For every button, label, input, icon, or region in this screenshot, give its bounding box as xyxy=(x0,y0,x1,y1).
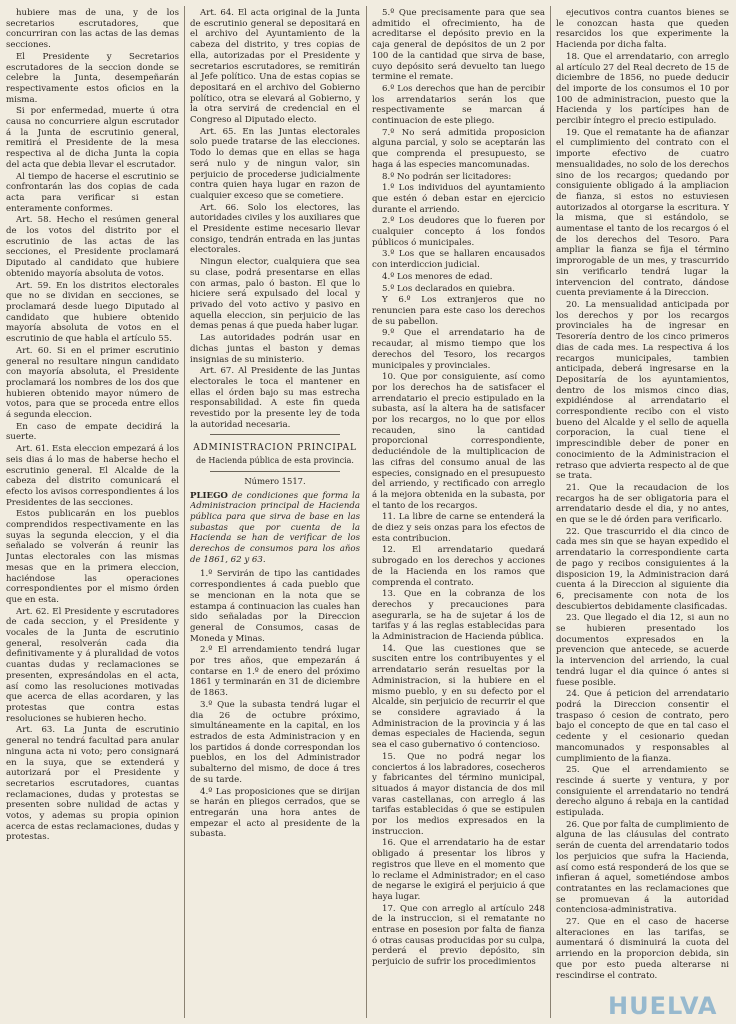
article-66: Art. 66. Solo los electores, las autoridades civiles y los auxiliares que el Presidente estime necesario llevar consigo, tendrán entrada en las juntas electorales. xyxy=(190,202,360,256)
paragraph: hubiere mas de una, y de los secretarios escrutadores, que concurriran con las actas de las demas secciones. xyxy=(6,8,179,51)
condition-10: 10. Que por consiguiente, así como por los derechos ha de satisfacer el arrendatario el precio estipulado en la subasta, así la altera ha de satisfacer por los recargos, no lo que por ellos recauden, sino la cantidad proporcional correspondiente, deduciéndole de la multiplicacion de las cifras del consumo anual de las especies, consignado en el presupuesto del arriendo, y rectificado con arreglo á la mejora obtenida en la subasta, por el tanto de los recargos. xyxy=(372,372,545,511)
archive-watermark: HUELVA xyxy=(608,992,718,1020)
paragraph: En caso de empate decidirá la suerte. xyxy=(6,421,179,443)
condition-2: 2.º El arrendamiento tendrá lugar por tres años, que empezarán á contarse en 1.º de enero del próximo 1861 y terminarán en 31 de diciembre de 1863. xyxy=(190,645,360,699)
article-65: Art. 65. En las Juntas electorales solo puede tratarse de las elecciones. Todo lo demas que en ellas se haga será nulo y de ningun valor, sin perjuicio de procederse judicialmente contra quien haya lugar en razon de cualquier exceso que se cometiere. xyxy=(190,126,360,201)
column-rule xyxy=(550,6,551,1018)
column-1 xyxy=(6,8,179,1020)
divider xyxy=(210,471,340,472)
sub-item: 2.º Los deudores que lo fueren por cualquier concepto á los fondos públicos ó municipales. xyxy=(372,216,545,248)
article-59: Art. 59. En los distritos electorales que no se dividan en secciones, se proclamará desde luego Diputado al candidato que hubiere obtenido mayoría absoluta de votos en el escrutinio de que habla el artículo 55. xyxy=(6,280,179,345)
column-rule xyxy=(366,6,367,1018)
condition-18: 18. Que el arrendatario, con arreglo al artículo 27 del Real decreto de 15 de diciembre de 1856, no puede deducir del importe de los consumos el 10 por 100 de administracion, puesto que la Hacienda y los partícipes han de percibir íntegro el precio estipulado. xyxy=(556,51,729,127)
sub-item: 5.º Los declarados en quiebra. xyxy=(382,283,516,294)
condition-26: 26. Que por falta de cumplimiento de alguna de las cláusulas del contrato serán de cuenta del arrendatario todos los perjuicios que sufra la Hacienda, así como está responderá de los que se infieran á aquel, sometiéndose ambos contratantes en las reclamaciones que se promuevan á la autoridad contenciosa-administrativa. xyxy=(556,819,729,916)
condition-23: 23. Que llegado el dia 12, si aun no se hubieren presentado los documentos expresados en la prevencion que antecede, se acuerde la intervencion del arriendo, la cual tendrá lugar el dia quince ó antes si fuese posible. xyxy=(556,613,729,688)
column-3 xyxy=(372,8,545,1020)
condition-22: 22. Que trascurrido el dia cinco de cada mes sin que se hayan expedido el arrendatario la correspondiente carta de pago y recibos consiguientes á la disposicion 19, la Administracion dará cuenta á la Direccion al siguiente dia 6, precisamente con nota de los descubiertos debidamente clasificadas. xyxy=(556,526,729,612)
column-4 xyxy=(556,8,729,1020)
article-60: Art. 60. Si en el primer escrutinio general no resultare ningun candidato con mayoría absoluta, el Presidente proclamará los nombres de los dos que hubieren obtenido mayor número de votos, para que se proceda entre ellos á segunda eleccion. xyxy=(6,345,179,421)
paragraph: El Presidente y Secretarios escrutadores de la seccion donde se celebre la Junta, desempeñarán respectivamente estos oficios en la misma. xyxy=(6,51,179,105)
condition-21: 21. Que la recaudacion de los recargos ha de ser obligatoria para el arrendatario desde el dia, y no antes, en que se le dé órden para verificarlo. xyxy=(556,482,729,526)
notice-number: Número 1517. xyxy=(244,475,306,486)
article-64: Art. 64. El acta original de la Junta de escrutinio general se depositará en el archivo del Ayuntamiento de la cabeza del distrito, y tres copias de ella, autorizadas por el Presidente y secretarios escrutadores, se remitirán al Jefe político. Una de estas copias se depositará en el archivo del Gobierno político, otra se elevará al Gobierno, y la otra servirá de credencial en el Congreso al Diputado electo. xyxy=(190,8,360,126)
condition-15: 15. Que no podrá negar los conciertos á los labradores, cosecheros y fabricantes del término municipal, situados á mayor distancia de dos mil varas castellanas, con arreglo á las tarifas establecidas ó que se estipulen por los medios expresados en la instruccion. xyxy=(372,751,545,837)
sub-item: 3.º Los que se hallaren encausados con interdiccion judicial. xyxy=(372,249,545,271)
paragraph: Al tiempo de hacerse el escrutinio se confrontarán las dos copias de cada acta para verificar si estan enteramente conformes. xyxy=(6,171,179,214)
column-2 xyxy=(190,8,360,1020)
column-rule xyxy=(184,6,185,1018)
section-subheading: de Hacienda pública de esta provincia. xyxy=(196,456,354,466)
article-63: Art. 63. La Junta de escrutinio general no tendrá facultad para anular ninguna acta ni voto; pero consignará en la suya, que se extenderá y autorizará por el Presidente y secretarios escrutadores, cuantas reclamaciones, dudas y protestas se presenten sobre nulidad de actas y votos, y ademas su propia opinion acerca de estas reclamaciones, dudas y protestas. xyxy=(6,725,179,843)
article-67: Art. 67. Al Presidente de las Juntas electorales le toca el mantener en ellas el órden bajo su mas estrecha responsabilidad. A este fin queda revestido por la presente ley de toda la autoridad necesaria. xyxy=(190,366,360,430)
sub-item: 4.º Los menores de edad. xyxy=(382,271,493,282)
condition-20: 20. La mensualidad anticipada por los derechos y por los recargos provinciales ha de ingresar en Tesorería dentro de los cinco primeros dias de cada mes. La respectiva á los recargos municipales, tambien anticipada, deberá ingresarse en la Depositaría de los ayuntamientos, dentro de los mismos cinco dias, expidiéndose al arrendatario el correspondiente recibo con el visto bueno del Alcalde y el sello de aquella corporacion, la cual tiene el imprescindible deber de poner en conocimiento de la Administracion el retraso que advierta respecto al de que se trata. xyxy=(556,299,729,482)
sub-item: 1.º Los individuos del ayuntamiento que estén ó deban estar en ejercicio durante el arriendo. xyxy=(372,183,545,215)
condition-1: 1.º Servirán de tipo las cantidades correspondientes á cada pueblo que se mencionan en la nota que se estampa á continuacion las cuales han sido señaladas por la Direccion general de Consumos, casas de Moneda y Minas. xyxy=(190,569,360,644)
paragraph: ejecutivos contra cuantos bienes se le conozcan hasta que queden resarcidos los que experimente la Hacienda por dicha falta. xyxy=(556,8,729,51)
condition-13: 13. Que en la cobranza de los derechos y precauciones para asegurarla, se ha de sujetar á los de tarifas y á las reglas establecidas para la Administracion de Hacienda pública. xyxy=(372,589,545,643)
article-62: Art. 62. El Presidente y escrutadores de cada seccion, y el Presidente y vocales de la Junta de escrutinio general, resolverán cada dia definitivamente y á pluralidad de votos cuantas dudas y reclamaciones se presenten, expresándolas en el acta, así como las resoluciones motivadas que acerca de ellas acordaren, y las protestas que contra estas resoluciones se hubieren hecho. xyxy=(6,606,179,724)
condition-19: 19. Que el rematante ha de afianzar el cumplimiento del contrato con el importe efectivo de cuatro mensualidades, no solo de los derechos sino de los recargos; quedando por consiguiente obligado á la ampliacion de fianza, si estos no estuviesen autorizados al otorgarse la escritura. Y la misma, que si estándolo, se aumentase el tanto de los recargos ó el de los derechos del Tesoro. Para ampliar la fianza se fija el término improrogable de un mes, y trascurrido sin verificarlo tendrá lugar la intervencion del contrato, dándose cuenta previamente á la Direccion. xyxy=(556,127,729,299)
condition-9: 9.º Que el arrendatario ha de recaudar, al mismo tiempo que los derechos del Tesoro, los recargos municipales y provinciales. xyxy=(372,328,545,371)
divider xyxy=(210,434,340,435)
condition-25: 25. Que el arrendamiento se rescinde á suerte y ventura, y por consiguiente el arrendatario no tendrá derecho alguno á rebaja en la cantidad estipulada. xyxy=(556,765,729,819)
condition-4: 4.º Las proposiciones que se dirijan se harán en pliegos cerrados, que se entregarán una hora antes de empezar el acto al presidente de la subasta. xyxy=(190,786,360,840)
condition-17: 17. Que con arreglo al artículo 248 de la instruccion, si el rematante no entrase en posesion por falta de fianza ó otras causas producidas por su culpa, perderá el previo depósito, sin perjuicio de sufrir los procedimientos xyxy=(372,903,545,968)
condition-16: 16. Que el arrendatario ha de estar obligado á presentar los libros y registros que lleve en el momento que lo reclame el Administrador; en el caso de negarse le exigirá el perjuicio á que haya lugar. xyxy=(372,838,545,902)
condition-12: 12. El arrendatario quedará subrogado en los derechos y acciones de la Hacienda en los ramos que comprenda el contrato. xyxy=(372,545,545,588)
condition-6: 6.º Los derechos que han de percibir los arrendatarios serán los que respectivamente se marcan á continuacion de este pliego. xyxy=(372,83,545,127)
paragraph: Ningun elector, cualquiera que sea su clase, podrá presentarse en ellas con armas, palo ó baston. El que lo hiciere será expulsado del local y privado del voto activo y pasivo en aquella eleccion, sin perjuicio de las demas penas á que pueda haber lugar. xyxy=(190,257,360,332)
pliego-intro xyxy=(190,491,360,566)
pliego-lead: PLIEGO xyxy=(190,490,228,501)
condition-8: 8.º No podrán ser licitadores: xyxy=(382,171,512,182)
sub-item: Y 6.º Los extranjeros que no renuncien para este caso los derechos de su pabellon. xyxy=(372,295,545,327)
condition-5: 5.º Que precisamente para que sea admitido el ofrecimiento, ha de acreditarse el depósito previo en la caja general de depósitos de un 2 por 100 de la cantidad que sirva de base, cuyo depósito será devuelto tan luego termine el remate. xyxy=(372,8,545,83)
condition-7: 7.º No será admitida proposicion alguna parcial, y solo se aceptarán las que comprenda el presupuesto, se haga á las especies mancomunadas. xyxy=(372,127,545,170)
condition-11: 11. La libre de carne se entenderá la de diez y seis onzas para los efectos de esta contribucion. xyxy=(372,512,545,544)
pliego-text: de condiciones que forma la Administracion principal de Hacienda pública para que sirva de base en las subastas que por cuenta de la Hacienda se han de verificar de los derechos de consumos para los años de 1861, 62 y 63. xyxy=(190,490,360,565)
section-heading: ADMINISTRACION PRINCIPAL xyxy=(193,443,357,454)
article-58: Art. 58. Hecho el resúmen general de los votos del distrito por el escrutinio de las actas de las secciones, el Presidente proclamará Diputado al candidato que hubiere obtenido mayoría absoluta de votos. xyxy=(6,215,179,279)
article-61: Art. 61. Esta eleccion empezará á los seis dias á lo mas de haberse hecho el escrutinio general. El Alcalde de la cabeza del distrito comunicará el efecto los avisos correspondientes á los Presidentes de las secciones. xyxy=(6,444,179,508)
paragraph: Las autoridades podrán usar en dichas juntas el baston y demas insignias de su ministerio. xyxy=(190,333,360,365)
paragraph: Estos publicarán en los pueblos comprendidos respectivamente en las suyas la segunda eleccion, y el dia señalado se volverán á reunir las Juntas electorales con las mismas mesas que en la primera eleccion, haciéndose las operaciones correspondientes por el mismo órden que en esta. xyxy=(6,509,179,605)
paragraph: Si por enfermedad, muerte ú otra causa no concurriere algun escrutador á la Junta de escrutinio general, remitirá el Presidente de la mesa respectiva al de dicha Junta la copia del acta que debia llevar el escrutador. xyxy=(6,106,179,170)
condition-3: 3.º Que la subasta tendrá lugar el dia 26 de octubre próximo, simultáneamente en la capital, en los estrados de esta Administracion y en los partidos á donde correspondan los pueblos, en los del Administrador subalterno del mismo, de doce á tres de su tarde. xyxy=(190,699,360,785)
condition-14: 14. Que las cuestiones que se susciten entre los contribuyentes y el arrendatario serán resueltas por la Administracion, si la hubiere en el mismo pueblo, y en su defecto por el Alcalde, sin perjuicio de recurrir el que se considere agraviado á la Administracion de la provincia y á las demas especiales de Hacienda, segun sea el caso gubernativo ó contencioso. xyxy=(372,643,545,751)
condition-24: 24. Que á peticion del arrendatario podrá la Direccion consentir el traspaso ó cesion de contrato, pero bajo el concepto de que en tal caso el cedente y el cesionario quedan mancomunados y responsables al cumplimiento de la fianza. xyxy=(556,689,729,764)
condition-27: 27. Que en el caso de hacerse alteraciones en las tarifas, se aumentará ó disminuirá la cuota del arriendo en la proporcion debida, sin que por esto pueda alterarse ni rescindirse el contrato. xyxy=(556,917,729,981)
